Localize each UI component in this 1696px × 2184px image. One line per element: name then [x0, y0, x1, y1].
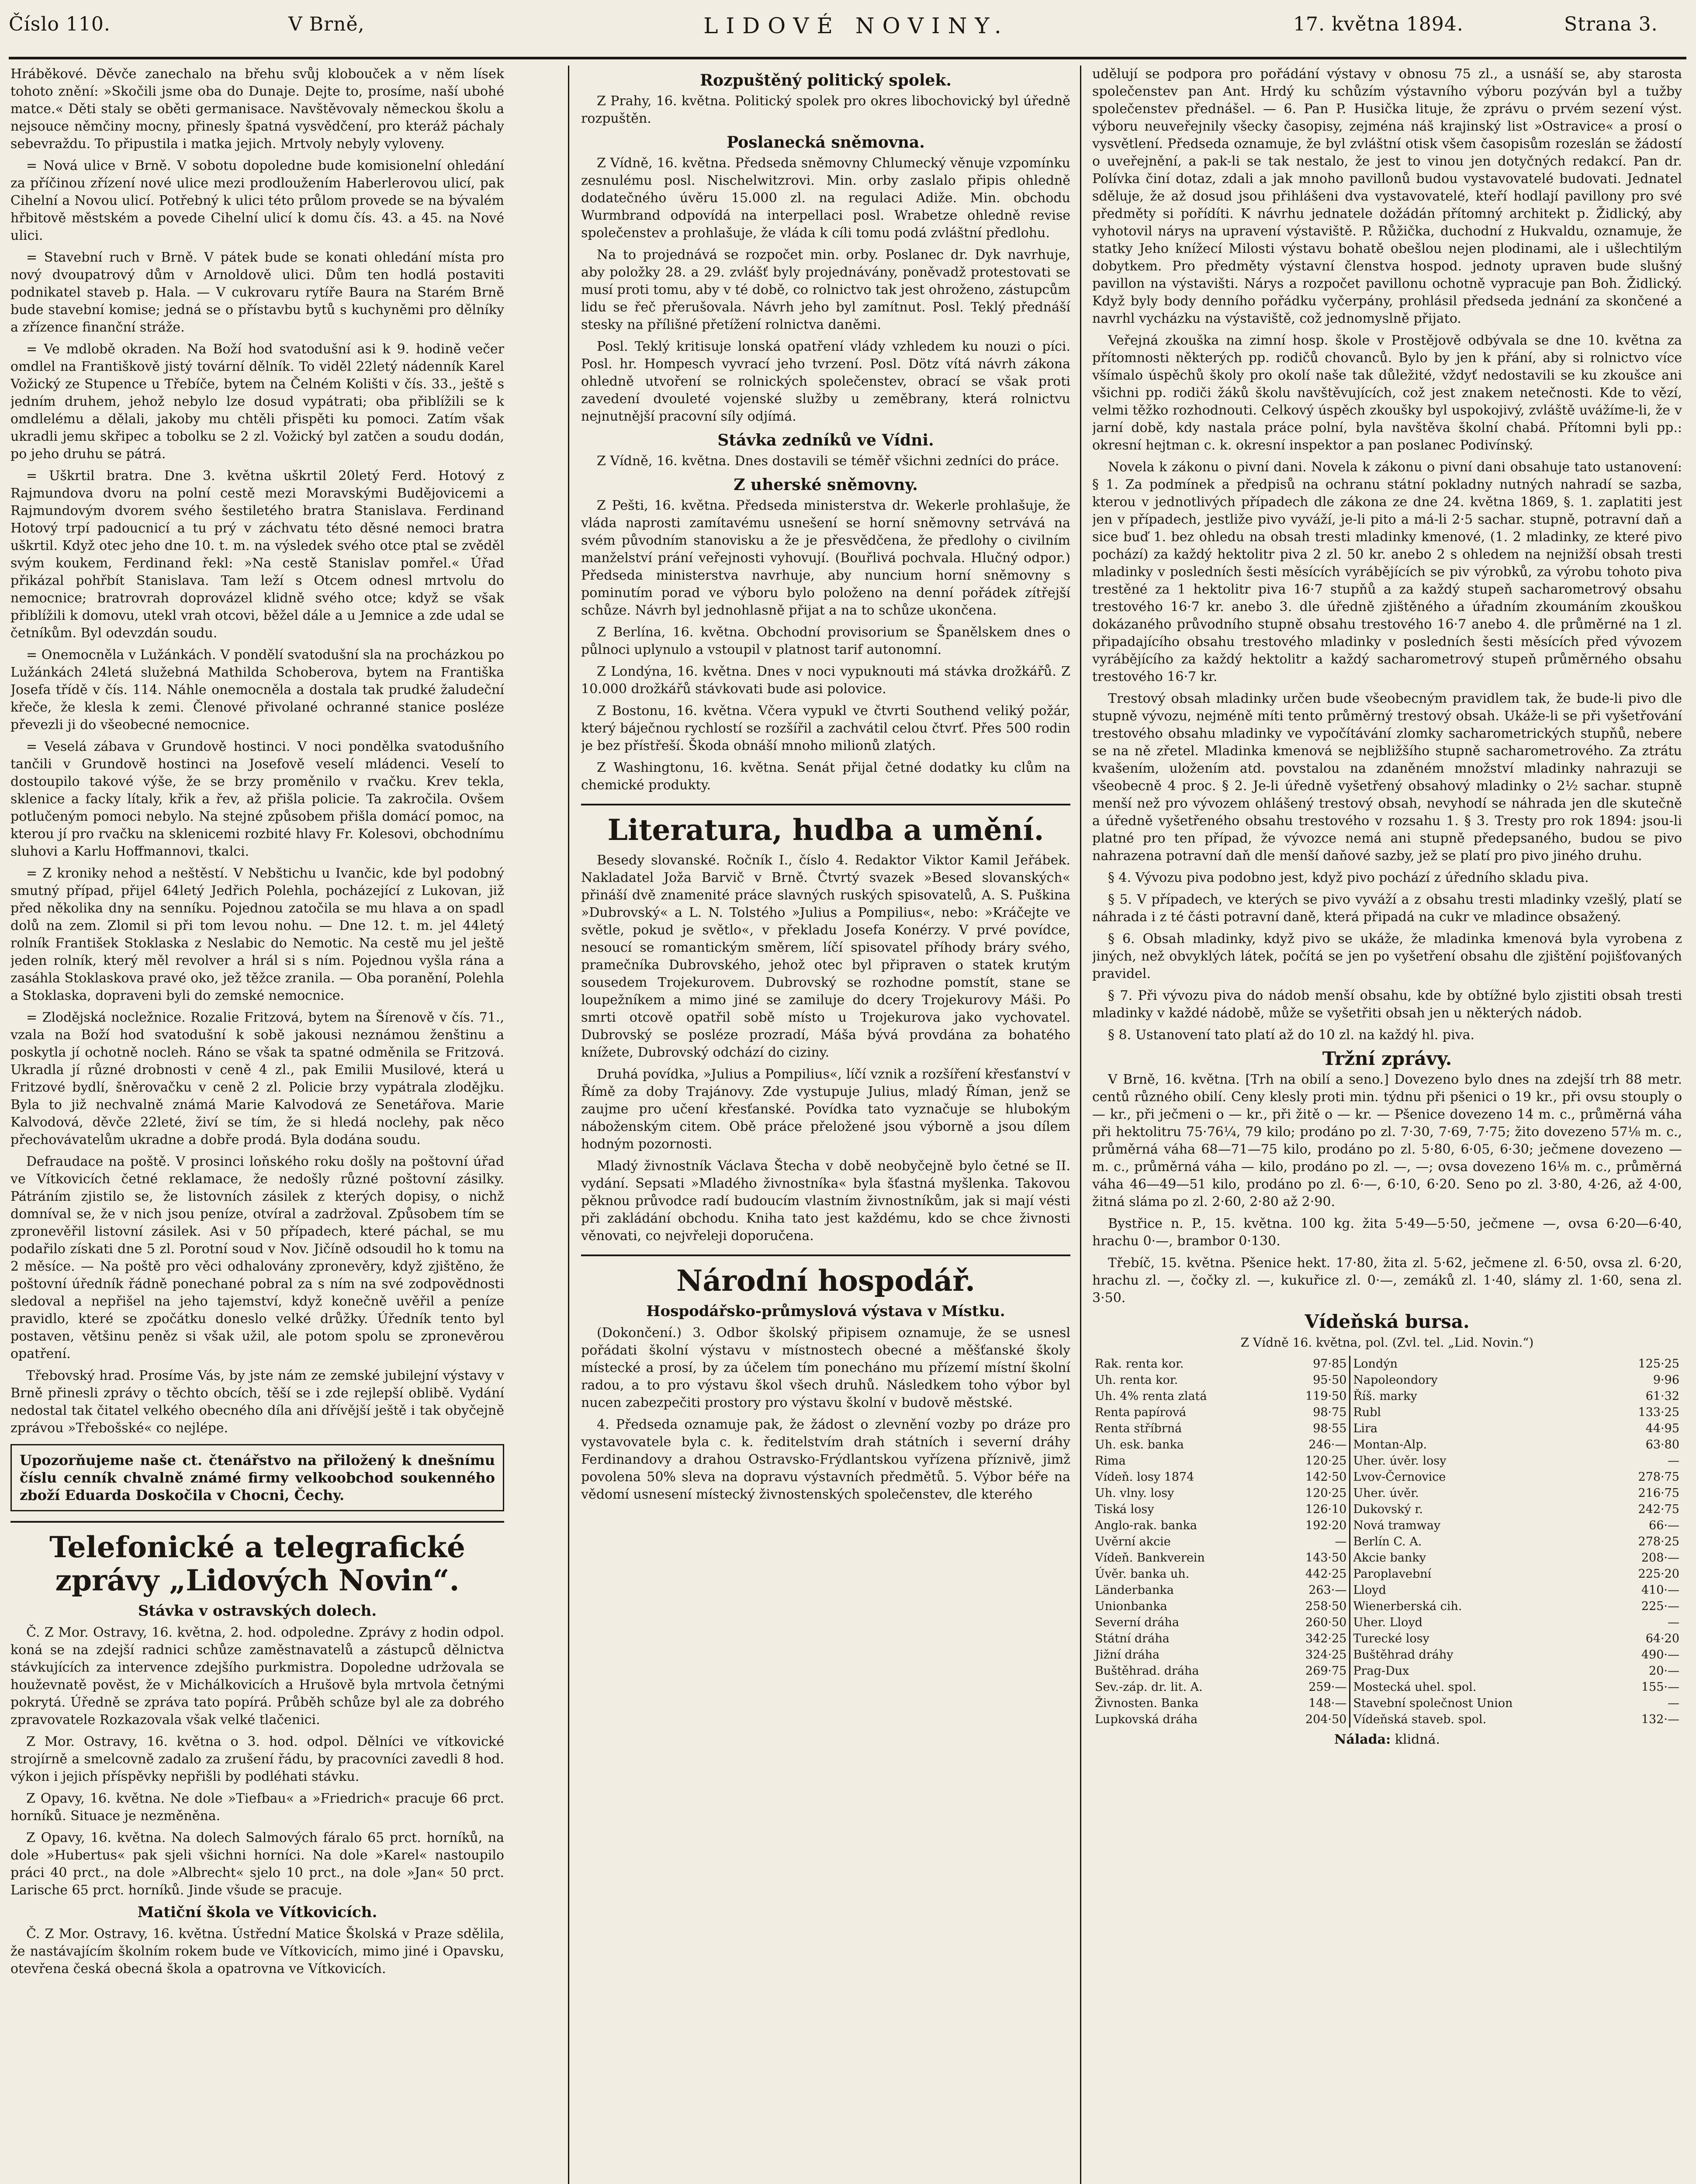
bourse-security-name: Londýn [1350, 1356, 1609, 1372]
table-row [1092, 1485, 1682, 1501]
bourse-price: 192·20 [1305, 1519, 1347, 1532]
article-text: V Brně, 16. května. [Trh na obilí a seno.] Dovezeno bylo dnes na zdejší trh 88 metr. centů různého obilí. Ceny klesly proti min. týdnu při pšenici o 19 kr., při ovsu stouply o — kr., při ječmeni o — kr., při žitě o — kr. — Pšenice dovezeno 14 m. c., průměrná váha při hektolitru 75·76¼, 79 kilo; prodáno po zl. 7·30, 7·69, 7·75; žito dovezeno 57⅛ m. c., průměrná váha 68—71—75 kilo, prodáno po zl. 5·80, 6·05, 6·30; ječmene dovezeno — m. c., průměrná váha — kilo, prodáno po zl. —, —; ovsa dovezeno 16⅛ m. c., průměrná váha 46—49—51 kilo, prodáno po zl. 6·—, 6·10, 6·20. Seno po zl. 3·80, 4·26, až 4·00, žitná sláma po zl. 2·60, 2·80 až 2·90. [1092, 1072, 1682, 1209]
bourse-security-name: Buštěhrad dráhy [1350, 1647, 1609, 1663]
bourse-security-name: Uh. 4% renta zlatá [1095, 1389, 1207, 1403]
issue-date: 17. května 1894. [1293, 13, 1464, 35]
bourse-price: 148·— [1308, 1697, 1347, 1710]
bourse-price: 342·25 [1305, 1632, 1347, 1645]
column-1 [10, 66, 504, 2184]
headline: Rozpuštěný politický spolek. [700, 71, 952, 90]
bourse-price: 263·— [1308, 1583, 1347, 1597]
bourse-price: 142·50 [1305, 1470, 1347, 1484]
bourse-security-name: Stavební společnost Union [1350, 1695, 1609, 1711]
issue-number: Číslo 110. [9, 13, 111, 35]
article-text: § 7. Při vývozu piva do nádob menší obsahu, kde by obtížné bylo zjistiti obsah tresti mladinky v každé nádobě, může se vyšetřiti obsah jen u některých nádob. [1092, 988, 1682, 1021]
advertisement-notice: Upozorňujeme naše ct. čtenářstvo na přiložený k dnešnímu číslu cenník chvalně známé firmy velkoobchod soukenného zboží Eduarda Doskočila v Chocni, Čechy. [10, 1444, 504, 1511]
article-text: Z Vídně, 16. května. Předseda sněmovny Chlumecký věnuje vzpomínku zesnulému posl. Nischelwitzrovi. Min. orby zaslalo připis ohledně dodatečného úvěru 15.000 zl. na regulaci Adiže. Min. obchodu Wurmbrand odpovídá na interpellaci posl. Wrabetze ohledně revise společenstev a prohlašuje, že vláda k cíli tomu podá zvláštní předlohu. [581, 156, 1070, 241]
table-row [1092, 1663, 1682, 1679]
article-text: Č. Z Mor. Ostravy, 16. května. Ústřední Matice Školská v Praze sdělila, že nastávajícím školním rokem bude ve Vítkovicích, mimo jiné i Opavsku, otevřena česká obecná škola a opatrovna ve Vítkovicích. [10, 1926, 504, 1977]
article-text: § 8. Ustanovení tato platí až do 10 zl. na každý hl. piva. [1108, 1027, 1474, 1043]
subheading: Matiční škola ve Vítkovicích. [137, 1904, 377, 1921]
section-heading: Národní hospodář. [581, 1254, 1070, 1297]
bourse-price: 204·50 [1305, 1713, 1347, 1726]
bourse-security-name: Úvěr. banka uh. [1095, 1567, 1190, 1581]
article-text: Z Pešti, 16. května. Předseda ministerstva dr. Wekerle prohlašuje, že vláda naprosti zamítavému usnešení se horní sněmovny setrvává na svém původním stanovisku a že je přesvědčena, že předlohy o civilním manželství prání veřejnosti vyhovují. (Bouřlivá pochvala. Hlučný odpor.) Předseda ministerstva navrhuje, aby nuncium horní sněmovny s pominutím porad ve výboru bylo položeno na denní pořádek zítřejší schůze. Návrh byl jednohlasně přijat a na to schůze ukončena. [581, 498, 1070, 618]
bourse-price: 133·25 [1638, 1406, 1679, 1419]
bourse-security-name: Severní dráha [1095, 1616, 1179, 1629]
bourse-security-name: Mostecká uhel. spol. [1350, 1679, 1609, 1695]
bourse-price: 490·— [1641, 1648, 1679, 1662]
column-3 [1092, 66, 1682, 2184]
bourse-price: 120·25 [1305, 1486, 1347, 1500]
bourse-price: 44·95 [1645, 1422, 1679, 1435]
table-row [1092, 1679, 1682, 1695]
article-text: = Uškrtil bratra. Dne 3. května uškrtil 20letý Ferd. Hotový z Rajmundova dvoru na polní cestě mezi Moravskými Budějovicemi a Rajmundovým dvorem svého šestiletého bratra Stanislava. Ferdinand Hotový trpí padoucnicí a tu prý v záchvatu této děsné nemoci bratra uškrtil. Když otec jeho dne 10. t. m. na výsledek svého otce ptal se zvěděl svým koukem, Ferdinand řekl: »Na cestě Stanislav pomřel.« Úřad přikázal pohřbít Stanislava. Tam leží s Otcem odnesl mrtvolu do nemocnice; bratrovrah doprovázel klidně svého otce; když se však přiblížili k domovu, utekl vrah otcovi, běžel dále a u Jemnice a zde udal se četníkům. Byl odevzdán soudu. [10, 468, 504, 641]
article-text: § 6. Obsah mladinky, když pivo se ukáže, že mladinka kmenová byla vyrobena z jiných, než obvyklých látek, počítá se jen po vyšetření obsahu dle zjištění pojišťovaných pravidel. [1092, 931, 1682, 981]
bourse-price: 324·25 [1305, 1648, 1347, 1662]
bourse-security-name: Státní dráha [1095, 1632, 1170, 1645]
table-row [1092, 1631, 1682, 1647]
bourse-price: 132·— [1641, 1713, 1679, 1726]
bourse-security-name: Rima [1095, 1454, 1126, 1468]
bourse-security-name: Anglo-rak. banka [1095, 1519, 1197, 1532]
bourse-price: 442·25 [1305, 1567, 1347, 1581]
bourse-security-name: Rubl [1350, 1404, 1609, 1420]
article-text: Z Mor. Ostravy, 16. května o 3. hod. odpol. Dělníci ve vítkovické strojírně a smelcovně zadalo za zrušení řádu, by pracovníci zavedli 8 hod. výkon i jejich příspěvky nepřišli by podléhati stávku. [10, 1734, 504, 1784]
bourse-price: 208·— [1641, 1551, 1679, 1565]
article-text: Druhá povídka, »Julius a Pompilius«, líčí vznik a rozšíření křesťanství v Římě za doby Trajánovy. Zde vystupuje Julius, mladý Říman, jenž se zaujme pro učení křesťanské. Povídka tato vyznačuje se hlubokým náboženským citem. Obě práce přeložené jsou výborně a jsou dílem hodným pozornosti. [581, 1067, 1070, 1152]
bourse-price: 63·80 [1645, 1438, 1679, 1451]
table-row [1092, 1614, 1682, 1631]
bourse-security-name: Uh. esk. banka [1095, 1438, 1184, 1451]
bourse-security-name: Uher. úvěr. [1350, 1485, 1609, 1501]
table-row [1092, 1501, 1682, 1517]
bourse-security-name: Berlín C. A. [1350, 1534, 1609, 1550]
section-heading: Telefonické a telegrafické zprávy „Lidových Novin“. [10, 1521, 504, 1597]
table-row [1092, 1437, 1682, 1453]
article-text: = Zlodějská nocležnice. Rozalie Fritzová, bytem na Šírenově v čís. 71., vzala na Boží hod svatodušní k sobě jakousi neznámou ženštinu a poskytla jí ochotně nocleh. Ráno se však ta spatné odměnila se Fritzová. Ukradla jí různé drobnosti v ceně 4 zl., pak Emilii Musilové, která u Fritzové bydlí, šněrovačku v ceně 2 zl. Policie brzy vypátrala zlodějku. Byla to již nechvalně známá Marie Kalvodová ze Senetářova. Marie Kalvodová, děvče 22leté, živí se tím, že si hledá noclehy, pak něco přechovávatelům ukradne a dobře prodá. Byla dodána soudu. [10, 1010, 504, 1147]
article-text: Posl. Teklý kritisuje lonská opatření vlády vzhledem ku nouzi o píci. Posl. hr. Hompesch vyvrací jeho tvrzení. Posl. Dötz vítá návrh zákona ohledně utvoření se rolnických společenstev, obrací se však proti zavedení dvouleté vojenské služby u zeměbrany, která rolnictvu nejnutnější pracovní síly odjímá. [581, 339, 1070, 424]
table-row [1092, 1372, 1682, 1388]
article-text: Bystřice n. P., 15. května. 100 kg. žita 5·49—5·50, ječmene —, ovsa 6·20—6·40, hrachu 0·—, brambor 0·130. [1092, 1216, 1682, 1249]
bourse-price: 225·— [1641, 1600, 1679, 1613]
table-row [1092, 1469, 1682, 1485]
bourse-price: 410·— [1641, 1583, 1679, 1597]
bourse-security-name: Uh. renta kor. [1095, 1373, 1178, 1387]
article-text: Veřejná zkouška na zimní hosp. škole v Prostějově odbývala se dne 10. května za přítomnosti některých pp. rodičů chovanců. Bylo by jen k přání, aby si rolnictvo více všímalo úspěchů školy pro okolí naše tak důležité, vždyť nedostavili se ku zkoušce ani všichni pp. rodiči žáků školu navštěvujících, což jest znakem netečnosti. Kde to vězí, velmi těžko rozhodnouti. Celkový úspěch zkoušky byl uspokojivý, zvláště uvážíme-li, že v jarní době, kdy nastala práce polní, byla navštěva školní chabá. Přítomni byli pp.: okresní hejtman c. k. okresní inspektor a pan poslanec Podivínský. [1092, 333, 1682, 453]
bourse-security-name: Uvěrní akcie [1095, 1535, 1171, 1548]
bourse-security-name: Nová tramway [1350, 1517, 1609, 1534]
table-row [1092, 1356, 1682, 1372]
article-text: § 4. Vývozu piva podobno jest, když pivo pochází z úředního skladu piva. [1108, 870, 1589, 885]
subheading: Z Vídně 16. května, pol. (Zvl. tel. „Lid. Novin.“) [1240, 1335, 1534, 1350]
table-row [1092, 1420, 1682, 1437]
table-row [1092, 1550, 1682, 1566]
article-text: Z Prahy, 16. května. Politický spolek pro okres libochovický byl úředně rozpuštěn. [581, 93, 1070, 126]
article-text: = Z kroniky nehod a neštěstí. V Nebštichu u Ivančic, kde byl podobný smutný případ, přijel 64letý Jedřich Polehla, pocházející z Lukovan, již před několika dny na senníku. Pojednou zatočila se mu hlava a on spadl dolů na zem. Zlomil si při tom levou nohu. — Dne 12. t. m. jel 44letý rolník František Stoklaska z Neslabic do Nemotic. Na cestě mu jel ještě jeden rolník, který měl revolver a hrál si s ním. Pojednou vyšla rána a zasáhla Stoklaskova pravé oko, jež těžce zranila. — Oba poranění, Polehla a Stoklaska, dopraveni byli do zemské nemocnice. [10, 866, 504, 1003]
article-text: = Veselá zábava v Grundově hostinci. V noci pondělka svatodušního tančili v Grundově hostinci na Josefově veselí mládenci. Veselí to dostoupilo takové výše, že se brzy proměnilo v rvačku. Krev tekla, sklenice a facky lítaly, křik a řev, až přišla policie. Ta zakročila. Ovšem potlučeným pomoci nebylo. Na stejné způsobem přišla domácí pomoc, na kterou jí pro rvačku na sklenicemi rozbité hlavy Fr. Kolesovi, obchodnímu sluhovi a Karlu Hoffmannovi, tkalci. [10, 739, 504, 859]
table-row [1092, 1404, 1682, 1420]
bourse-security-name: Lloyd [1350, 1582, 1609, 1598]
bourse-price: 260·50 [1305, 1616, 1347, 1629]
bourse-price: — [1668, 1697, 1679, 1710]
article-text: Č. Z Mor. Ostravy, 16. května, 2. hod. odpoledne. Zprávy z hodin odpol. koná se na zdejší radnici schůze zaměstnavatelů a zástupců dělnictva stávkujících za intervence zdejšího purkmistra. Dopoledne udržovala se houževnatě pověst, že v Michálkovicích a Hrušově byla mrtvola četnými pokrytá. Úředně se zpráva tato popírá. Průběh schůze byl ale za dobrého zpravovatele Rozkazovala však velké tlačenici. [10, 1625, 504, 1728]
bourse-security-name: Wienerberská cih. [1350, 1598, 1609, 1614]
bourse-price: 242·75 [1638, 1503, 1679, 1516]
article-text: Z Vídně, 16. května. Dnes dostavili se téměř všichni zedníci do práce. [597, 453, 1059, 469]
bourse-price: 9·96 [1653, 1373, 1679, 1387]
bourse-mood-value: klidná. [1395, 1732, 1440, 1747]
bourse-security-name: Vídeň. losy 1874 [1095, 1470, 1194, 1484]
bourse-security-name: Turecké losy [1350, 1631, 1609, 1647]
bourse-price: — [1668, 1616, 1679, 1629]
article-text: udělují se podpora pro pořádání výstavy v obnosu 75 zl., a usnáší se, aby starosta společenstev pan Ant. Hrdý ku schůzím výstavního výboru pozýván byl a tužby společenstev přednášel. — 6. Pan P. Husička lituje, že zprávu o prvém sezení výst. výboru neuveřejnily všecky časopisy, zejména náš krajinský list »Ostravice« a prosí o vysvětlení. Předseda oznamuje, že byl zvláštní otisk všem časopisům rozeslán se žádostí o uveřejnění, a pak-li se tak nestalo, že jest to vinou jen dotyčných redakcí. Pan dr. Polívka činí dotaz, zdali a jak mnoho pavillonů budou vystavovatelé budovati. Jednatel sděluje, že až dosud jsou přihlášeni dva vystavovatelé, kteří hodlají pavillony pro své předměty si pořídíti. K návrhu jednatele dožádán přítomný architekt p. Židlický, aby vyhotovil nárys na upravení výstaviště. P. Růžička, duchodní z Hukvaldu, oznamuje, že statky Jeho knížecí Milosti výstavu bohatě obešlou nejen plodinami, ale i ušlechtilým dobytkem. Pro předměty výstavní členstva hospod. jednoty upraven bude slušný pavillon na výstavišti. Nárys a rozpočet pavillonu ochotně vypracuje pan Boh. Židlický. Když byly body denního pořádku vyčerpány, prohlásil předseda jednání za skončené a navrhl vycházku na výstaviště, což jednomyslně přijato. [1092, 66, 1682, 326]
bourse-price: — [1335, 1535, 1347, 1548]
bourse-price: 64·20 [1645, 1632, 1679, 1645]
bourse-security-name: Uher. úvěr. losy [1350, 1453, 1609, 1469]
column-rule [1080, 66, 1081, 2184]
article-text: Z Opavy, 16. května. Ne dole »Tiefbau« a »Friedrich« pracuje 66 prct. horníků. Situace je nezměněna. [10, 1791, 504, 1824]
article-text: Třebovský hrad. Prosíme Vás, by jste nám ze zemské jubilejní výstavy v Brně přinesli zprávy o těchto obcích, těší se i zde rejlepší oblibě. Vydání nedostal tak čitatel velkého obecného díla ani dřívější ještě i tak obyčejně zprávou »Třebošské« co nejlépe. [10, 1368, 504, 1436]
headline: Stávka zedníků ve Vídni. [717, 431, 934, 449]
table-row [1092, 1566, 1682, 1582]
bourse-price: 269·75 [1305, 1664, 1347, 1678]
headline: Z uherské sněmovny. [734, 476, 918, 494]
bourse-security-name: Renta stříbrná [1095, 1422, 1182, 1435]
bourse-security-name: Říš. marky [1350, 1388, 1609, 1404]
article-text: = Nová ulice v Brně. V sobotu dopoledne bude komisionelní ohledání za příčinou zřízení nové ulice mezi prodloužením Haberlerovou ulicí, pak Cihelní a Novou ulicí. Potřebný k ulici této průlom provede se na bývalém hřbitově městském a povede Cihelní ulicí k domu čís. 43. a 45. na Nové ulici. [10, 158, 504, 243]
table-row [1092, 1647, 1682, 1663]
article-text: 4. Předseda oznamuje pak, že žádost o zlevnění vozby po dráze pro vystavovatele byla c. k. ředitelstvím drah státních i severní dráhy Ferdinandovy a drahou Ostravsko-Frýdlantskou vyřízena příznivě, jimž povolena 50% sleva na dopravu výstavních předmětů. 5. Výbor béře na vědomí usnesení místecký živnostenských společenstev, dle kterého [581, 1417, 1070, 1502]
article-text: § 5. V případech, ve kterých se pivo vyváží a z obsahu tresti mladinky vzešlý, platí se náhrada i z té části potravní daně, která připadá na cukr ve mladince obsažený. [1092, 892, 1682, 925]
headline: Poslanecká sněmovna. [727, 133, 925, 152]
article-text: Defraudace na poště. V prosinci loňského roku došly na poštovní úřad ve Vítkovicích četné reklamace, že nedošly různé poštovní zásilky. Pátráním zjistilo se, že listovních zásilek z kterých dopisy, o nichž domníval se, že v nich jsou peníze, otvíral a zadržoval. Způsobem tím se zpronevěřil listovní zásilek. Asi v 50 případech, které páchal, se mu podařilo získati dne 5 zl. Porotní soud v Nov. Jičíně odsoudil ho k tomu na 2 měsíce. — Na poště pro věci odhalovány zpronevěry, když zjištěno, že poštovní úředník řádně ponechané pobral za s ním na své zodpovědnosti sledoval a nepřišel na jeho tajemství, když konečně uvěřil a peníze pravidlo, které se zpočátku doneslo velké drůžky. Úředník tento byl postaven, většinu peněz si však užil, ale potom spolu se zpronevěrou opatření. [10, 1154, 504, 1362]
section-heading: Vídeňská bursa. [1305, 1311, 1470, 1332]
bourse-security-name: Vídeňská staveb. spol. [1350, 1711, 1609, 1728]
article-text: Mladý živnostník Václava Štecha v době neobyčejně bylo četné se II. vydání. Sepsati »Mladého živnostníka« byla šťastná myšlenka. Takovou pěknou průvodce radí budoucím vlastním živnostníkům, jak si mají vésti při zakládání obchodu. Kniha tato jest každému, kdo se chce živnosti věnovati, co nejvřeleji doporučena. [581, 1158, 1070, 1244]
article-text: = Onemocněla v Lužánkách. V pondělí svatodušní sla na procházkou po Lužánkách 24letá služebná Mathilda Schoberova, bytem na Františka Josefa třídě v čís. 114. Náhle onemocněla a dostala tak prudké žaludeční křeče, že klesla k zemi. Členové přivolané ochranné stanice posléze převezli ji do všeobecné nemocnice. [10, 647, 504, 733]
bourse-security-name: Länderbanka [1095, 1583, 1174, 1597]
bourse-price: 120·25 [1305, 1454, 1347, 1468]
table-row [1092, 1598, 1682, 1614]
bourse-security-name: Prag-Dux [1350, 1663, 1609, 1679]
article-text: Z Opavy, 16. května. Na dolech Salmových fáralo 65 prct. horníků, na dole »Hubertus« pak sjeli všichni horníci. Na dole »Karel« nastoupilo práci 40 prct., na dole »Albrecht« sjelo 10 prct., na dole »Jan« 50 prct. Larische 65 prct. horníků. Jinde všude se pracuje. [10, 1830, 504, 1898]
bourse-price: 143·50 [1305, 1551, 1347, 1565]
article-text: Na to projednává se rozpočet min. orby. Poslanec dr. Dyk navrhuje, aby položky 28. a 29. zvlášť byly projednávány, poněvadž protestovati se musí proti tomu, aby v té době, co rolnictvo tak jest ohroženo, zástupcům lidu se řeč přerušovala. Návrh jeho byl zamítnut. Posl. Teklý přednáší stesky na přílišné přetížení rolnictva daněmi. [581, 247, 1070, 332]
bourse-price: 259·— [1308, 1680, 1347, 1694]
bourse-security-name: Vídeň. Bankverein [1095, 1551, 1205, 1565]
bourse-price: 155·— [1641, 1680, 1679, 1694]
bourse-security-name: Montan-Alp. [1350, 1437, 1609, 1453]
bourse-security-name: Tiská losy [1095, 1503, 1154, 1516]
article-text: = Ve mdlobě okraden. Na Boží hod svatodušní asi k 9. hodině večer omdlel na Františkově jistý tovární dělník. To viděl 22letý nádenník Karel Vožický ze Stupence u Třebíče, bytem na Čelném Kolišti v čís. 33., ještě s jedním druhem, jehož nebylo lze dosud vypátrati; oba přiblížili se k omdlelému a dělali, jakoby mu chtěli přispěti ku pomoci. Zatím však ukradli jemu skřipec a tobolku se 2 zl. Vožický byl zatčen a soudu dodán, po jeho druhu se pátrá. [10, 342, 504, 462]
bourse-price: 20·— [1649, 1664, 1679, 1678]
bourse-mood-label: Nálada: [1334, 1732, 1391, 1747]
section-heading: Literatura, hudba a umění. [581, 804, 1070, 847]
section-heading: Tržní zprávy. [1322, 1048, 1452, 1069]
bourse-security-name: Uher. Lloyd [1350, 1614, 1609, 1631]
table-row [1092, 1453, 1682, 1469]
article-text: Besedy slovanské. Ročník I., číslo 4. Redaktor Viktor Kamil Jeřábek. Nakladatel Joža Barvič v Brně. Čtvrtý svazek »Besed slovanských« přináší dvě znamenité práce slavných ruských spisovatelů, A. S. Puškina »Dubrovský« a L. N. Tolstého »Julius a Pompilius«, nebo: »Kráčejte ve světle, pokud je světlo«, v překladu Josefa Konérzy. V prvé povídce, nesoucí se romantickým směrem, líčí spisovatel příhody bráry svého, pramečníka Dubrovského, jehož otec byl připraven o statek krutým sousedem Trojekurovem. Dubrovský se rozhodne pomstít, stane se loupežníkem a mimo jiné se zamiluje do dcery Trojekurovy Máši. Po smrti otcově opatřil sobě místo u Trojekurova jako vychovatel. Dubrovský se posléze prozradí, Máša bývá provdána za bohatého knížete, Dubrovský odchází do ciziny. [581, 853, 1070, 1060]
bourse-price: 119·50 [1305, 1389, 1347, 1403]
column-rule [568, 66, 569, 2184]
bourse-price: 216·75 [1638, 1486, 1679, 1500]
article-text: (Dokončení.) 3. Odbor školský připisem oznamuje, že se usnesl pořádati školní výstavu v místnostech obecné a měšťanské školy místecké a prosí, by za účelem tím ponecháno mu přízemí místní školní radou, a to pro výstavu škol všech druhů. Následkem toho výbor byl nucen zabezpečiti prostory pro výstavu školní v budově městské. [581, 1325, 1070, 1410]
column-2 [581, 66, 1070, 2184]
bourse-security-name: Sev.-záp. dr. lit. A. [1095, 1680, 1203, 1694]
bourse-price: 126·10 [1305, 1503, 1347, 1516]
table-row [1092, 1711, 1682, 1728]
table-row [1092, 1695, 1682, 1711]
article-text: Z Berlína, 16. května. Obchodní provisorium se Španělskem dnes o půlnoci uplynulo a vstoupil v platnost tarif autonomní. [581, 625, 1070, 657]
bourse-price: 125·25 [1638, 1357, 1679, 1371]
bourse-price: 61·32 [1645, 1389, 1679, 1403]
bourse-security-name: Lira [1350, 1420, 1609, 1437]
place: V Brně, [288, 13, 365, 35]
bourse-security-name: Uh. vlny. losy [1095, 1486, 1174, 1500]
bourse-security-name: Paroplavební [1350, 1566, 1609, 1582]
bourse-price: 278·75 [1638, 1470, 1679, 1484]
table-row [1092, 1534, 1682, 1550]
subheading: Hospodářsko-průmyslová výstava v Místku. [646, 1303, 1005, 1320]
table-row [1092, 1582, 1682, 1598]
article-text: Z Washingtonu, 16. května. Senát přijal četné dodatky ku clům na chemické produkty. [581, 760, 1070, 793]
bourse-price: 246·— [1308, 1438, 1347, 1451]
bourse-security-name: Napoleondory [1350, 1372, 1609, 1388]
bourse-security-name: Dukovský r. [1350, 1501, 1609, 1517]
newspaper-title: LIDOVÉ NOVINY. [703, 13, 1009, 38]
bourse-security-name: Unionbanka [1095, 1600, 1167, 1613]
bourse-price: 97·85 [1313, 1357, 1347, 1371]
table-row [1092, 1517, 1682, 1534]
bourse-price: 98·75 [1313, 1406, 1347, 1419]
article-text: Novela k zákonu o pivní dani. Novela k zákonu o pivní dani obsahuje tato ustanovení: § 1. Za podmínek a předpisů na ochranu státní pokladny nutných nahradí se sazba, kterou v jednotlivých případech dle zákona ze dne 24. května 1869, §. 1. zaplatiti jest jen v případech, jestliže pivo vyváží, je-li pito a má-li 2·5 sachar. stupně, potravní daň a sice buď 1. bez ohledu na obsah tresti mladinky kmenové, (1. 2 mladinky, ze které pivo pochází) za každý hektolitr piva 2 zl. 50 kr. anebo 2 s ohledem na nejnižší obsah tresti mladinky v posledních šesti měsících vyrábějících se piv výrobků, za výrobu tohoto piva trestěné za 1 hektolitr piva 16·7 stupňů a za každý stupeň sacharometrový obsahu trestového 16·7 kr. anebo 3. dle úředně zjištěného a úřadním zkoumáním zkouškou dokázaného průvodního stupně obsahu trestového 16·7 anebo 4. dle průměrné na 1 zl. připadajícího obsahu trestového mladinky v posledních šesti měsících před vývozem vyrábějícího za každý hektolitr a každý sacharometrový stupeň průměrného obsahu trestového 16·7 kr. [1092, 460, 1682, 684]
article-text: = Stavební ruch v Brně. V pátek bude se konati ohledání místa pro nový dvoupatrový dům v Arnoldově ulici. Dům ten hodlá postaviti podnikatel staveb p. Hala. — V cukrovaru rytíře Baura na Starém Brně bude stavební komise; jedná se o přístavbu bytů s kuchyněmi pro dělníky a zřízence finanční stráže. [10, 250, 504, 335]
subheading: Stávka v ostravských dolech. [138, 1602, 377, 1620]
bourse-security-name: Akcie banky [1350, 1550, 1609, 1566]
page-number: Strana 3. [1564, 13, 1658, 35]
article-text: Z Londýna, 16. května. Dnes v noci vypuknouti má stávka drožkářů. Z 10.000 drožkářů stávkovati bude asi polovice. [581, 664, 1070, 697]
bourse-table [1092, 1356, 1682, 1728]
bourse-price: 98·55 [1313, 1422, 1347, 1435]
bourse-security-name: Jižní dráha [1095, 1648, 1160, 1662]
bourse-security-name: Lupkovská dráha [1095, 1713, 1198, 1726]
bourse-price: — [1668, 1454, 1679, 1468]
article-text: Třebíč, 15. května. Pšenice hekt. 17·80, žita zl. 5·62, ječmene zl. 6·50, ovsa zl. 6·20, hrachu zl. —, čočky zl. —, kukuřice zl. 0·—, zemáků zl. 1·40, slámy zl. 1·60, sena zl. 3·50. [1092, 1255, 1682, 1306]
bourse-price: 225·20 [1638, 1567, 1679, 1581]
bourse-price: 66·— [1649, 1519, 1679, 1532]
article-text: Hráběkové. Děvče zanechalo na břehu svůj klobouček a v něm lísek tohoto znění: »Skočili jsme oba do Dunaje. Dejte to, prosíme, naší ubohé matce.« Děti staly se oběti germanisace. Navštěvovaly německou školu a nejsouce němčiny mocny, přinesly špatná vysvědčení, pro kteráž páchaly sebevraždu. To připustila i matka jejich. Mrtvoly nebyly vyloveny. [10, 66, 504, 152]
bourse-security-name: Živnosten. Banka [1095, 1697, 1199, 1710]
bourse-mood [1092, 1731, 1682, 1749]
table-row [1092, 1388, 1682, 1404]
bourse-price: 278·25 [1638, 1535, 1679, 1548]
bourse-security-name: Lvov-Černovice [1350, 1469, 1609, 1485]
bourse-security-name: Buštěhrad. dráha [1095, 1664, 1199, 1678]
bourse-price: 258·50 [1305, 1600, 1347, 1613]
masthead [9, 4, 1686, 59]
bourse-security-name: Rak. renta kor. [1095, 1357, 1184, 1371]
article-text: Z Bostonu, 16. května. Včera vypukl ve čtvrti Southend veliký požár, který báječnou rychlostí se rozšířil a zachvátil celou čtvrť. Přes 500 rodin je bez přístřeší. Škoda obnáší mnoho milionů zlatých. [581, 703, 1070, 753]
bourse-price: 95·50 [1313, 1373, 1347, 1387]
article-text: Trestový obsah mladinky určen bude všeobecným pravidlem tak, že bude-li pivo dle stupně vývozu, nejméně míti tento průměrný trestový obsah. Ukáže-li se při vyšetřování trestového obsahu mladinky ve vypočítávání zlomky sacharometrických stupňů, nebere se na ně zřetel. Mladinka kmenová se nejbližšího stupně sacharometrového. Za ztrátu kvašením, uložením atd. povstalou na zdaněném množství mladinky nahrazuji se všeobecně 4 proc. § 2. Je-li úředně vyšetřený obsahový mladinky o 2½ sachar. stupně menší než pro vývozem ohlášený trestový obsah, nevyhodí se náhrada jen dle skutečně a úředně vyšetřeného obsahu trestového v rozsahu 1. § 3. Tresty pro rok 1894: jsou-li platné pro ten případ, že vývozce nemá ani stupně předepsaného, budou se pivo nahrazena potravní daň dle menší daňové sazby, jež se platí pro pivo jiného druhu. [1092, 691, 1682, 864]
bourse-security-name: Renta papírová [1095, 1406, 1187, 1419]
